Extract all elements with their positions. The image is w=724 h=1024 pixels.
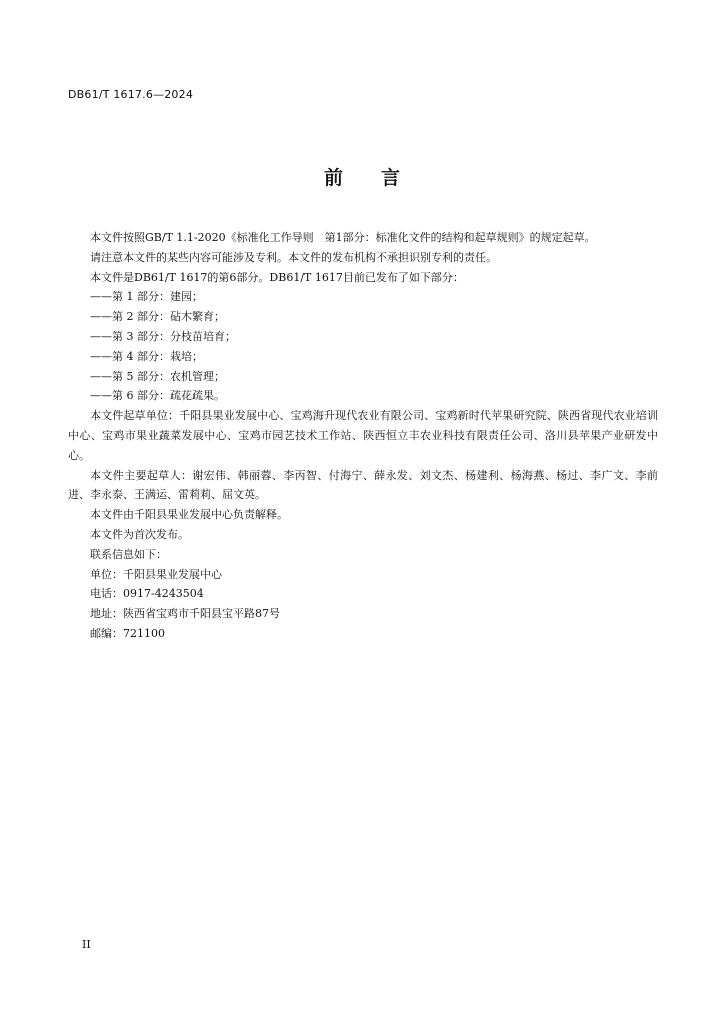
list-item-part-2: ——第 2 部分：砧木繁育；	[90, 310, 225, 324]
list-item-part-1: ——第 1 部分：建园；	[90, 290, 203, 304]
contact-address: 地址：陕西省宝鸡市千阳县宝平路87号	[90, 607, 280, 621]
page-number: II	[82, 938, 91, 951]
paragraph-drafters: 本文件主要起草人：谢宏伟、韩丽蓉、李丙智、付海宁、薛永发、刘文杰、杨建利、杨海燕、杨过、李广文、李前进、李永泰、王满运、雷莉莉、屈文英。	[68, 468, 658, 502]
paragraph-contact-heading: 联系信息如下：	[90, 547, 167, 561]
title-char-2: 言	[381, 167, 401, 189]
paragraph-patent-notice: 请注意本文件的某些内容可能涉及专利。本文件的发布机构不承担识别专利的责任。	[90, 250, 497, 264]
paragraph-interpretation: 本文件由千阳县果业发展中心负责解释。	[90, 508, 288, 522]
list-item-part-6: ——第 6 部分：疏花疏果。	[90, 389, 225, 403]
paragraph-first-release: 本文件为首次发布。	[90, 527, 189, 541]
contact-phone: 电话：0917-4243504	[90, 587, 204, 601]
list-item-part-3: ——第 3 部分：分枝苗培育；	[90, 329, 236, 343]
list-item-part-4: ——第 4 部分：栽培；	[90, 349, 203, 363]
page-title	[0, 163, 724, 190]
paragraph-drafting-rules: 本文件按照GB/T 1.1-2020《标准化工作导则 第1部分：标准化文件的结构和起草规则》的规定起草。	[90, 231, 596, 244]
paragraph-drafting-units: 本文件起草单位：千阳县果业发展中心、宝鸡海升现代农业有限公司、宝鸡新时代苹果研究院、陕西省现代农业培训中心、宝鸡市果业蔬菜发展中心、宝鸡市园艺技术工作站、陕西恒立丰农业科技有限责任公司、洛川县苹果产业研发中心。	[68, 409, 658, 462]
contact-unit: 单位：千阳县果业发展中心	[90, 567, 222, 581]
paragraph-series-parts: 本文件是DB61/T 1617的第6部分。DB61/T 1617目前已发布了如下部分：	[90, 270, 464, 284]
document-code: DB61/T 1617.6—2024	[68, 88, 194, 101]
list-item-part-5: ——第 5 部分：农机管理；	[90, 369, 225, 383]
contact-postcode: 邮编：721100	[90, 626, 165, 640]
foreword-body	[68, 228, 658, 644]
title-char-1: 前	[323, 167, 343, 189]
